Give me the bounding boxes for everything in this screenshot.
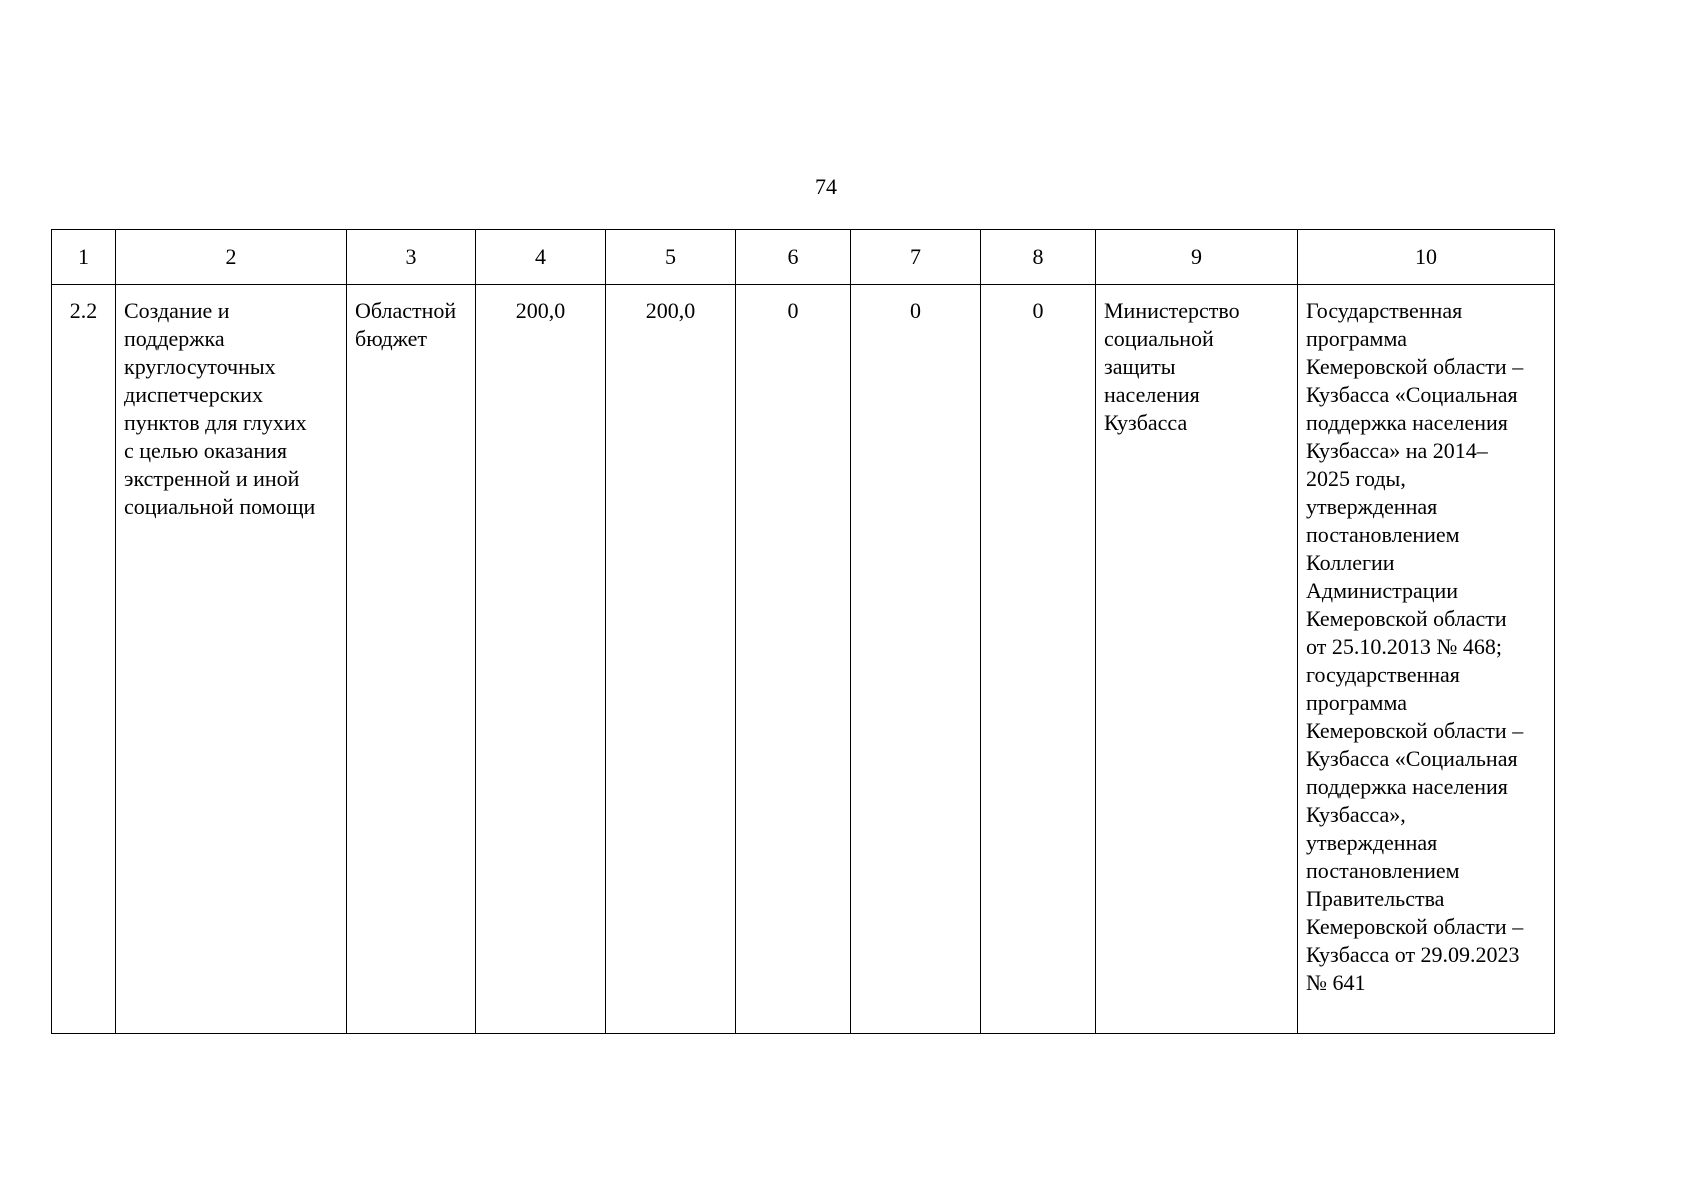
value-5: 200,0 — [645, 298, 696, 323]
value-cell-4 — [476, 285, 606, 1034]
program: Государственная программа Кемеровской области – Кузбасса «Социальная поддержка населения Кузбасса» на 2014– 2025 годы, утвержденная постановлением Коллегии Администрации Кемеровской области от 25.10.2013 № 468; государственная программа Кемеровской области – Кузбасса «Социальная поддержка населения Кузбасса», утвержденная постановлением Правительства Кемеровской области – Кузбасса от 29.09.2023 № 641 — [1306, 298, 1524, 995]
table-row — [52, 285, 1555, 1034]
header-cell-9: 9 — [1096, 230, 1298, 285]
funding-source: Областной бюджет — [355, 298, 457, 351]
table-header-row — [52, 230, 1555, 285]
value-7: 0 — [910, 298, 921, 323]
value-cell-8 — [981, 285, 1096, 1034]
value-cell-5 — [606, 285, 736, 1034]
page-number: 74 — [815, 174, 837, 199]
value-6: 0 — [787, 298, 799, 323]
program-cell — [1298, 285, 1555, 1034]
executor-cell — [1096, 285, 1298, 1034]
row-number-cell — [52, 285, 116, 1034]
header-cell-2: 2 — [116, 230, 347, 285]
header-cell-8: 8 — [981, 230, 1096, 285]
funding-source-cell — [347, 285, 476, 1034]
row-number: 2.2 — [69, 298, 98, 323]
value-cell-7 — [851, 285, 981, 1034]
header-cell-10: 10 — [1298, 230, 1555, 285]
header-cell-3: 3 — [347, 230, 476, 285]
value-cell-6 — [736, 285, 851, 1034]
value-4: 200,0 — [515, 298, 566, 323]
header-cell-4: 4 — [476, 230, 606, 285]
measures-table — [51, 229, 1555, 1034]
header-cell-5: 5 — [606, 230, 736, 285]
header-cell-6: 6 — [736, 230, 851, 285]
value-8: 0 — [1032, 298, 1044, 323]
executor: Министерство социальной защиты населения Кузбасса — [1104, 298, 1240, 435]
measure-name-cell — [116, 285, 347, 1034]
measure-name: Создание и поддержка круглосуточных диспетчерских пунктов для глухих с целью оказания экстренной и иной социальной помощи — [124, 298, 316, 519]
header-cell-7: 7 — [851, 230, 981, 285]
header-cell-1: 1 — [52, 230, 116, 285]
